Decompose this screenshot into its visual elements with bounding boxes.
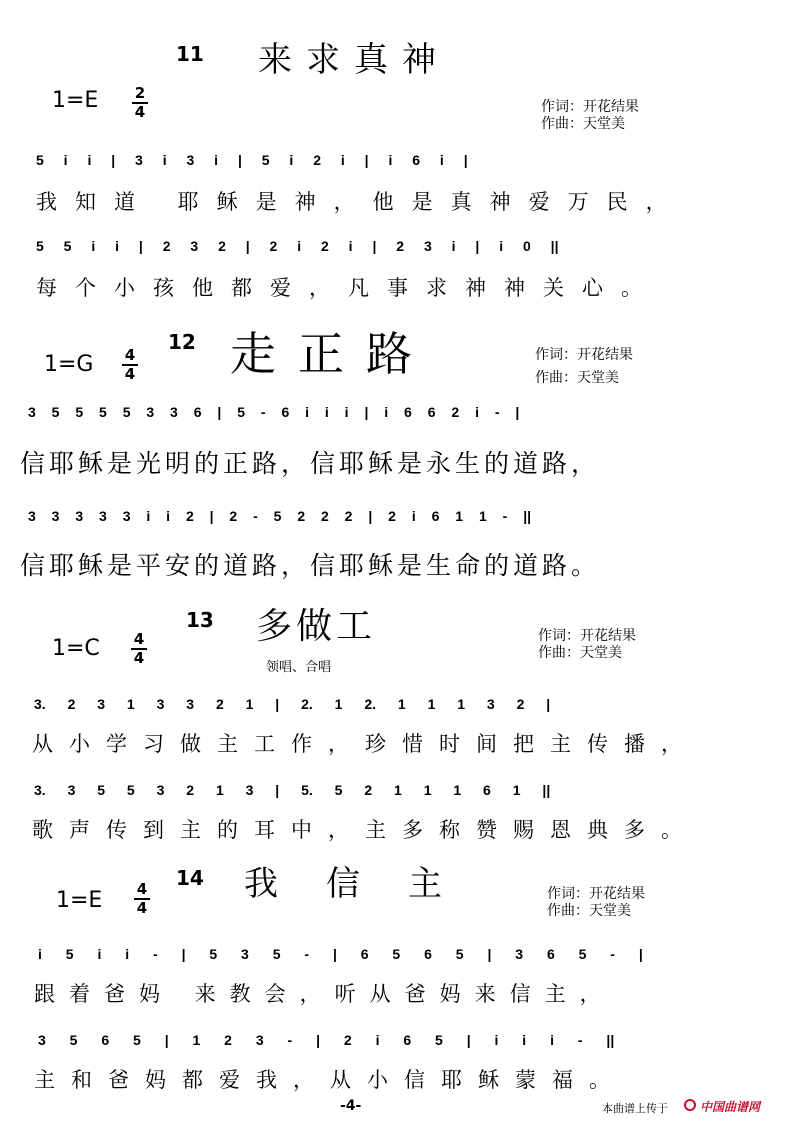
- lyricist: 作词：开花结果: [538, 628, 636, 644]
- composer: 作曲：天堂美: [535, 370, 619, 386]
- page-number: -4-: [340, 1098, 362, 1114]
- notation-line: 3. 3 5 5 3 2 1 3 | 5. 5 2 1 1 1 6 1 ||: [34, 782, 551, 798]
- lyrics-line: 主和爸妈都爱我，从小信耶稣蒙福。: [34, 1068, 626, 1092]
- composer: 作曲：天堂美: [538, 645, 622, 661]
- upload-note: 本曲谱上传于: [602, 1102, 668, 1115]
- song-title: 我信主: [244, 864, 490, 904]
- key-signature: 1=E: [56, 888, 103, 913]
- lyrics-line: 我知道 耶稣是神，他是真神爱万民，: [36, 190, 685, 214]
- notation-line: 3 5 6 5 | 1 2 3 - | 2 i 6 5 | i i i - ||: [38, 1032, 615, 1048]
- lyrics-line: 跟着爸妈 来教会，听从爸妈来信主，: [34, 982, 615, 1006]
- song-number: 12: [168, 330, 196, 354]
- site-logo-icon: [684, 1099, 696, 1111]
- time-signature: 4 4: [122, 348, 138, 382]
- key-signature: 1=C: [52, 636, 100, 661]
- composer: 作曲：天堂美: [547, 903, 631, 919]
- subtitle: 领唱、合唱: [266, 660, 332, 675]
- lyrics-line: 每个小孩他都爱，凡事求神神关心。: [36, 276, 660, 300]
- time-signature: 4 4: [131, 632, 147, 666]
- time-signature: 2 4: [132, 86, 148, 120]
- site-logo: 中国曲谱网: [700, 1100, 761, 1114]
- notation-line: 3. 2 3 1 3 3 2 1 | 2. 1 2. 1 1 1 3 2 |: [34, 696, 551, 712]
- notation-line: i 5 i i - | 5 3 5 - | 6 5 6 5 | 3 6 5 - |: [38, 946, 643, 962]
- song-number: 14: [176, 866, 204, 890]
- composer: 作曲：天堂美: [541, 116, 625, 132]
- time-signature: 4 4: [134, 882, 150, 916]
- notation-line: 3 3 3 3 3 i i 2 | 2 - 5 2 2 2 | 2 i 6 1 1 - ||: [28, 508, 532, 524]
- song-number: 11: [176, 42, 204, 66]
- lyricist: 作词：开花结果: [541, 99, 639, 115]
- key-signature: 1=E: [52, 88, 99, 113]
- notation-line: 3 5 5 5 5 3 3 6 | 5 - 6 i i i | i 6 6 2 i - |: [28, 404, 520, 420]
- lyricist: 作词：开花结果: [535, 347, 633, 363]
- song-title: 来求真神: [258, 40, 450, 80]
- song-title: 多做工: [256, 606, 377, 647]
- lyrics-line: 歌声传到主的耳中，主多称赞赐恩典多。: [32, 818, 698, 842]
- lyrics-line: 信耶稣是光明的正路，信耶稣是永生的道路，: [20, 449, 601, 478]
- song-number: 13: [186, 608, 214, 632]
- song-title: 走正路: [230, 327, 434, 381]
- lyricist: 作词：开花结果: [547, 886, 645, 902]
- key-signature: 1=G: [44, 352, 94, 377]
- lyrics-line: 从小学习做主工作，珍惜时间把主传播，: [32, 732, 698, 756]
- notation-line: 5 i i | 3 i 3 i | 5 i 2 i | i 6 i |: [36, 152, 468, 168]
- notation-line: 5 5 i i | 2 3 2 | 2 i 2 i | 2 3 i | i 0 ||: [36, 238, 559, 254]
- lyrics-line: 信耶稣是平安的道路，信耶稣是生命的道路。: [20, 551, 601, 580]
